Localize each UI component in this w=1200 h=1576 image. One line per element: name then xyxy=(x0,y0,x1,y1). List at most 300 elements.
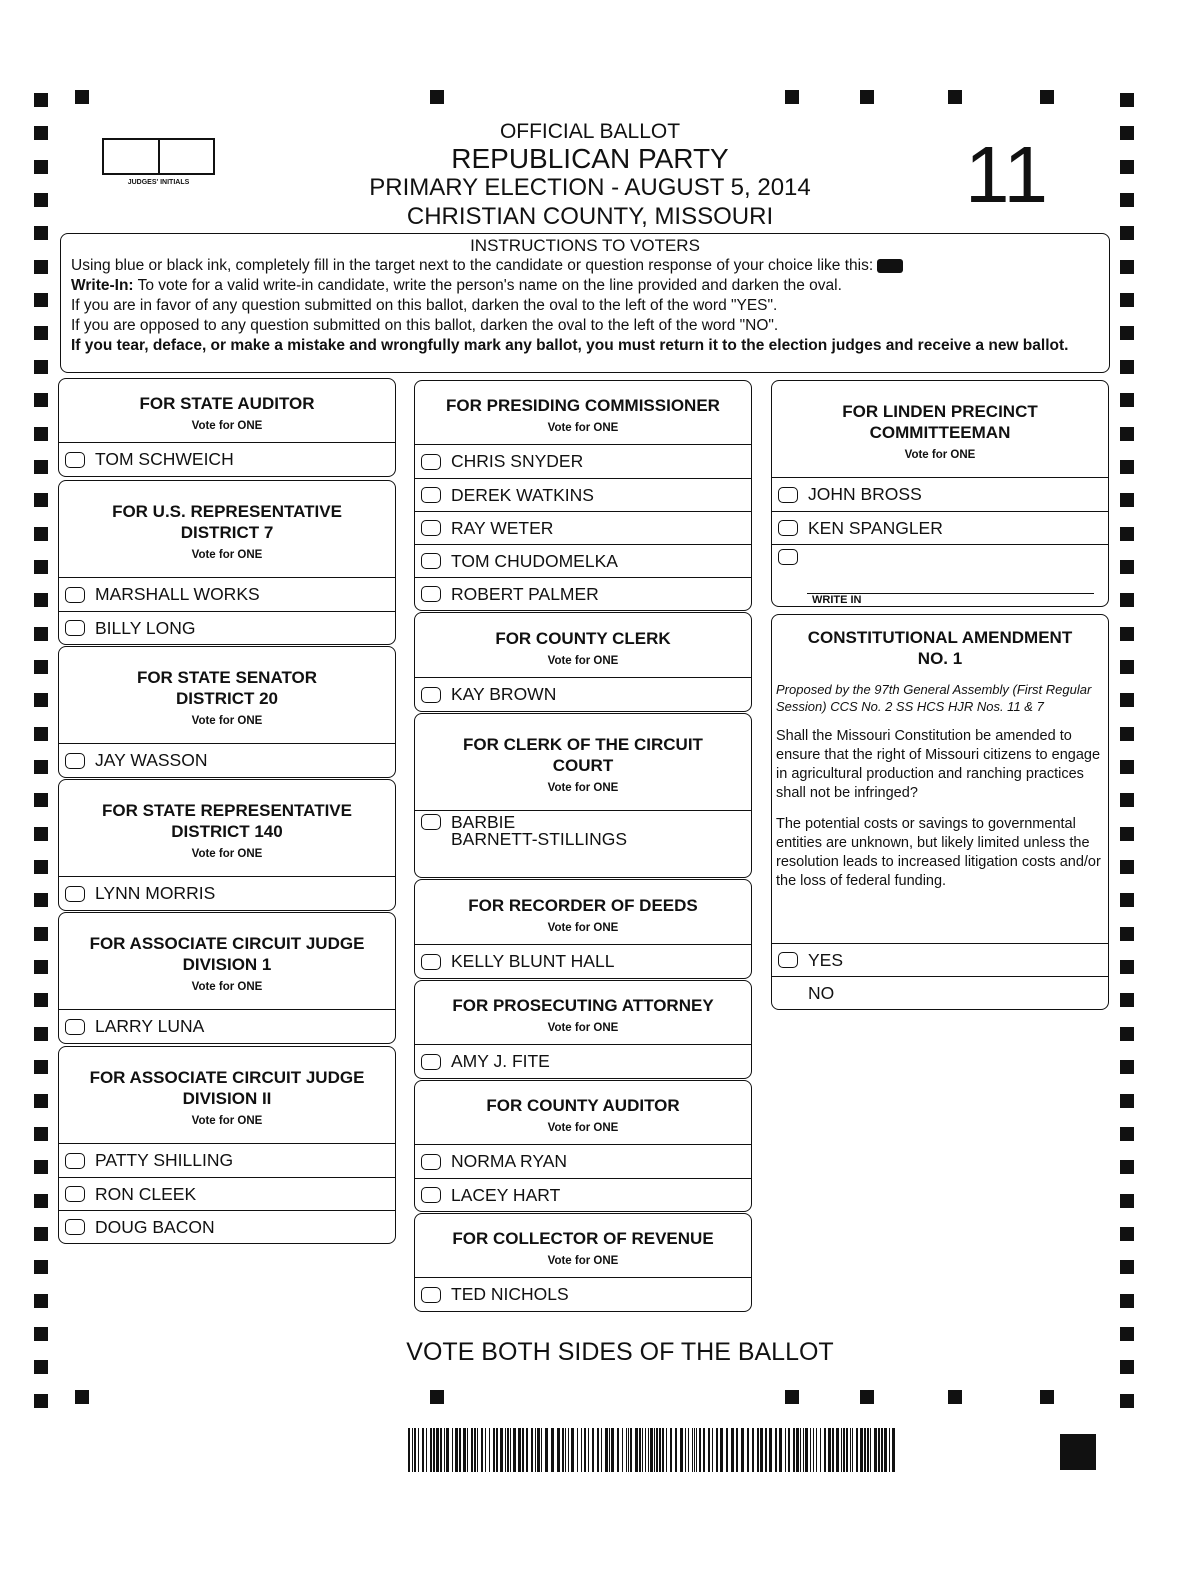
timing-mark xyxy=(1120,460,1134,474)
candidate-row[interactable] xyxy=(415,445,751,478)
candidate-row[interactable] xyxy=(415,478,751,511)
candidate-row[interactable] xyxy=(415,1045,751,1078)
candidate-name: LARRY LUNA xyxy=(95,1016,205,1036)
candidate-row[interactable] xyxy=(59,877,395,910)
response-no[interactable]: NO xyxy=(772,976,1108,1009)
timing-mark xyxy=(34,593,48,607)
barcode-bar xyxy=(568,1428,569,1472)
vote-oval-icon[interactable] xyxy=(65,620,85,636)
barcode-bar xyxy=(675,1428,677,1472)
timing-mark xyxy=(34,493,48,507)
vote-for-instruction: Vote for ONE xyxy=(547,921,619,934)
timing-mark xyxy=(1120,126,1134,140)
timing-mark xyxy=(34,960,48,974)
barcode-bar xyxy=(760,1428,763,1472)
timing-mark xyxy=(1120,160,1134,174)
vote-oval-icon[interactable] xyxy=(421,1154,441,1170)
barcode-bar xyxy=(752,1428,754,1472)
instructions-line: Using blue or black ink, completely fill in the target next to the candidate or question response of your choice like this: xyxy=(71,256,1099,276)
candidate-name: LACEY HART xyxy=(451,1184,561,1205)
barcode-bar xyxy=(609,1428,610,1472)
timing-mark xyxy=(1040,90,1054,104)
barcode-bar xyxy=(584,1428,586,1472)
timing-mark xyxy=(1120,593,1134,607)
barcode-bar xyxy=(601,1428,602,1472)
timing-mark xyxy=(34,1160,48,1174)
vote-for-instruction: Vote for ONE xyxy=(547,1255,619,1267)
response-yes[interactable]: YES xyxy=(772,943,1108,976)
barcode-bar xyxy=(463,1428,466,1472)
vote-oval-icon[interactable] xyxy=(65,1186,85,1202)
barcode-bar xyxy=(581,1428,582,1472)
vote-oval-icon[interactable] xyxy=(421,520,441,536)
timing-mark xyxy=(34,160,48,174)
timing-mark xyxy=(1120,1127,1134,1141)
timing-mark xyxy=(1120,1060,1134,1074)
candidate-name: DOUG BACON xyxy=(95,1216,215,1237)
barcode-bar xyxy=(510,1428,511,1472)
vote-oval-icon[interactable] xyxy=(65,1019,85,1035)
barcode-bar xyxy=(680,1428,683,1472)
barcode-bar xyxy=(477,1428,478,1472)
candidate-row[interactable] xyxy=(59,578,395,611)
timing-mark xyxy=(34,1094,48,1108)
candidate-row[interactable] xyxy=(415,1278,751,1311)
barcode-bar xyxy=(605,1428,608,1472)
timing-mark xyxy=(34,193,48,207)
vote-oval-icon[interactable] xyxy=(421,1187,441,1203)
candidate-name: RON CLEEK xyxy=(95,1183,197,1204)
barcode-bar xyxy=(635,1428,638,1472)
candidate-row[interactable] xyxy=(59,443,395,476)
timing-mark xyxy=(34,893,48,907)
timing-mark xyxy=(785,90,799,104)
timing-mark xyxy=(1120,1394,1134,1408)
race-county-clerk xyxy=(414,612,752,712)
barcode-bar xyxy=(712,1428,713,1472)
vote-oval-icon[interactable] xyxy=(421,1287,441,1303)
candidate-row[interactable] xyxy=(415,577,751,610)
instructions-line: If you are in favor of any question submitted on this ballot, darken the oval to the left of the word "YES". xyxy=(71,297,778,314)
barcode-bar xyxy=(471,1428,473,1472)
timing-mark xyxy=(1120,1327,1134,1341)
candidate-row[interactable] xyxy=(59,611,395,644)
barcode-bar xyxy=(617,1428,619,1472)
barcode-bar xyxy=(592,1428,594,1472)
timing-mark xyxy=(1120,760,1134,774)
vote-for-instruction: Vote for ONE xyxy=(547,654,619,667)
vote-oval-icon[interactable] xyxy=(421,586,441,602)
vote-oval-icon[interactable] xyxy=(421,487,441,503)
vote-for-instruction: Vote for ONE xyxy=(547,782,619,794)
timing-mark xyxy=(1120,527,1134,541)
timing-mark xyxy=(34,627,48,641)
candidate-row[interactable] xyxy=(59,1144,395,1177)
timing-mark xyxy=(34,1027,48,1041)
timing-mark xyxy=(1120,727,1134,741)
barcode-bar xyxy=(474,1428,476,1472)
barcode-bar xyxy=(630,1428,632,1472)
race-presiding-commissioner xyxy=(414,380,752,611)
timing-mark xyxy=(1120,993,1134,1007)
candidate-name: DEREK WATKINS xyxy=(451,484,594,505)
vote-oval-icon[interactable] xyxy=(65,452,85,468)
judges-initials-box xyxy=(102,138,215,175)
barcode-bar xyxy=(892,1428,895,1472)
barcode-bar xyxy=(870,1428,871,1472)
barcode-bar xyxy=(846,1428,848,1472)
barcode-bar xyxy=(489,1428,490,1472)
candidate-row[interactable] xyxy=(415,811,751,877)
race-county-auditor xyxy=(414,1080,752,1212)
timing-mark xyxy=(1120,693,1134,707)
candidate-name: KAY BROWN xyxy=(451,684,557,704)
candidate-name: NORMA RYAN xyxy=(451,1151,568,1171)
barcode-bar xyxy=(648,1428,649,1472)
timing-mark xyxy=(34,1194,48,1208)
party-heading: REPUBLICAN PARTY xyxy=(451,143,729,174)
race-title: FOR STATE REPRESENTATIVE DISTRICT 140 xyxy=(102,801,352,841)
timing-mark xyxy=(34,427,48,441)
barcode-bar xyxy=(639,1428,641,1472)
barcode-bar xyxy=(557,1428,560,1472)
candidate-row[interactable] xyxy=(415,1145,751,1178)
barcode-bar xyxy=(562,1428,564,1472)
timing-mark xyxy=(34,360,48,374)
timing-mark xyxy=(1120,1227,1134,1241)
barcode-bar xyxy=(832,1428,834,1472)
timing-mark xyxy=(860,90,874,104)
barcode-bar xyxy=(685,1428,686,1472)
timing-mark xyxy=(1120,627,1134,641)
candidate-name: TED NICHOLS xyxy=(451,1284,569,1304)
race-title: FOR LINDEN PRECINCT COMMITTEEMAN xyxy=(842,402,1038,442)
race-title: FOR CLERK OF THE CIRCUIT COURT xyxy=(463,735,703,775)
barcode-bar xyxy=(418,1428,419,1472)
timing-mark xyxy=(1120,560,1134,574)
timing-mark xyxy=(75,90,89,104)
barcode-bar xyxy=(496,1428,498,1472)
barcode-bar xyxy=(444,1428,445,1472)
timing-mark xyxy=(1120,493,1134,507)
barcode-bar xyxy=(452,1428,453,1472)
candidate-name: MARSHALL WORKS xyxy=(95,584,260,604)
barcode-bar xyxy=(531,1428,533,1472)
timing-mark xyxy=(75,1390,89,1404)
barcode-bar xyxy=(645,1428,646,1472)
timing-mark xyxy=(1120,1360,1134,1374)
candidate-row[interactable] xyxy=(59,1210,395,1243)
barcode-bar xyxy=(518,1428,521,1472)
candidate-name: KEN SPANGLER xyxy=(808,517,943,538)
race-title: FOR STATE SENATOR DISTRICT 20 xyxy=(136,668,318,708)
barcode-bar xyxy=(628,1428,629,1472)
vote-oval-icon[interactable] xyxy=(65,587,85,603)
barcode-bar xyxy=(889,1428,890,1472)
race-prosecuting-attorney xyxy=(414,980,752,1079)
timing-mark xyxy=(34,393,48,407)
barcode-bar xyxy=(656,1428,658,1472)
barcode-bar xyxy=(659,1428,661,1472)
barcode-bar xyxy=(426,1428,427,1472)
timing-mark xyxy=(785,1390,799,1404)
candidate-name: AMY J. FITE xyxy=(451,1051,550,1071)
barcode-bar xyxy=(816,1428,817,1472)
timing-mark xyxy=(430,90,444,104)
barcode-bar xyxy=(412,1428,413,1472)
candidate-row[interactable] xyxy=(415,945,751,978)
amendment-question: Shall the Missouri Constitution be amended to ensure that the right of Missouri citizens to engage in agricultural production and ranching practices shall not be infringed? xyxy=(776,728,1101,801)
timing-mark xyxy=(34,1394,48,1408)
barcode-bar xyxy=(874,1428,877,1472)
candidate-row[interactable] xyxy=(415,544,751,577)
barcode-bar xyxy=(881,1428,883,1472)
write-in-row[interactable] xyxy=(772,544,1108,606)
barcode-bar xyxy=(654,1428,655,1472)
timing-mark xyxy=(34,1227,48,1241)
timing-mark xyxy=(1120,393,1134,407)
timing-mark xyxy=(34,793,48,807)
candidate-row[interactable] xyxy=(59,744,395,777)
race-title: FOR COLLECTOR OF REVENUE xyxy=(452,1229,714,1248)
candidate-name: BILLY LONG xyxy=(95,617,196,638)
barcode-bar xyxy=(513,1428,516,1472)
timing-mark xyxy=(1120,1294,1134,1308)
vote-oval-icon[interactable] xyxy=(421,814,441,830)
barcode-bar xyxy=(688,1428,689,1472)
candidate-name: RAY WETER xyxy=(451,517,554,538)
candidate-name: CHRIS SNYDER xyxy=(451,451,584,471)
barcode-bar xyxy=(611,1428,614,1472)
barcode-bar xyxy=(650,1428,653,1472)
barcode-bar xyxy=(747,1428,749,1472)
timing-mark xyxy=(34,760,48,774)
vote-oval-icon[interactable] xyxy=(421,1054,441,1070)
vote-for-instruction: Vote for ONE xyxy=(191,715,263,727)
barcode-bar xyxy=(642,1428,643,1472)
timing-mark xyxy=(34,93,48,107)
vote-for-instruction: Vote for ONE xyxy=(191,420,263,432)
candidate-row[interactable] xyxy=(59,1177,395,1210)
vote-oval-icon[interactable] xyxy=(421,687,441,703)
race-circuit-clerk xyxy=(414,713,752,878)
timing-mark xyxy=(34,1360,48,1374)
barcode-bar xyxy=(408,1428,410,1472)
race-us-representative xyxy=(58,480,396,645)
barcode-bar xyxy=(507,1428,509,1472)
timing-mark xyxy=(34,126,48,140)
vote-oval-icon[interactable] xyxy=(421,454,441,470)
timing-mark xyxy=(1120,1094,1134,1108)
timing-mark xyxy=(34,226,48,240)
barcode-bar xyxy=(493,1428,495,1472)
barcode-bar xyxy=(526,1428,528,1472)
barcode-bar xyxy=(703,1428,705,1472)
response-yes-oval-icon[interactable] xyxy=(778,952,798,968)
barcode-bar xyxy=(565,1428,566,1472)
vote-oval-icon[interactable] xyxy=(65,753,85,769)
candidate-row[interactable] xyxy=(415,511,751,544)
timing-mark xyxy=(34,326,48,340)
barcode-bar xyxy=(803,1428,804,1472)
barcode-bar xyxy=(626,1428,627,1472)
race-collector-of-revenue xyxy=(414,1213,752,1312)
timing-mark xyxy=(34,660,48,674)
timing-mark xyxy=(34,1060,48,1074)
timing-mark xyxy=(34,927,48,941)
barcode-bar xyxy=(535,1428,536,1472)
vote-for-instruction: Vote for ONE xyxy=(191,848,263,860)
barcode-bar xyxy=(545,1428,548,1472)
corner-orientation-block xyxy=(1060,1434,1096,1470)
barcode-bar xyxy=(720,1428,723,1472)
barcode-bar xyxy=(775,1428,777,1472)
barcode-bar xyxy=(467,1428,468,1472)
filled-target-example-icon xyxy=(877,259,903,273)
barcode-bar xyxy=(436,1428,439,1472)
barcode-bar xyxy=(522,1428,524,1472)
race-title: FOR RECORDER OF DEEDS xyxy=(468,895,698,915)
candidate-name: TOM CHUDOMELKA xyxy=(451,550,618,571)
instructions-title: INSTRUCTIONS TO VOTERS xyxy=(470,236,700,255)
timing-mark xyxy=(1120,1027,1134,1041)
timing-mark xyxy=(34,727,48,741)
barcode-bar xyxy=(824,1428,826,1472)
barcode-bar xyxy=(440,1428,442,1472)
barcode-bar xyxy=(757,1428,759,1472)
barcode-bar xyxy=(878,1428,880,1472)
barcode-bar xyxy=(741,1428,744,1472)
timing-mark xyxy=(1120,360,1134,374)
candidate-name: KELLY BLUNT HALL xyxy=(451,951,615,971)
timing-mark xyxy=(430,1390,444,1404)
barcode-bar xyxy=(414,1428,416,1472)
vote-for-instruction: Vote for ONE xyxy=(904,449,976,461)
candidate-name: JAY WASSON xyxy=(95,750,208,770)
barcode-bar xyxy=(860,1428,863,1472)
barcode-bar xyxy=(841,1428,842,1472)
instructions-box xyxy=(60,233,1110,373)
barcode-bar xyxy=(597,1428,599,1472)
vote-for-instruction: Vote for ONE xyxy=(547,422,619,434)
barcode-bar xyxy=(864,1428,866,1472)
amendment-proposed-by: Proposed by the 97th General Assembly (First Regular Session) CCS No. 2 SS HCS HJR Nos. 11 & 7 xyxy=(776,682,1092,714)
judges-initials-label: JUDGES' INITIALS xyxy=(127,179,190,186)
candidate-row[interactable] xyxy=(772,478,1108,511)
barcode-bar xyxy=(852,1428,853,1472)
timing-mark xyxy=(1120,293,1134,307)
timing-mark xyxy=(34,1127,48,1141)
constitutional-amendment-1 xyxy=(771,614,1109,1010)
barcode-bar xyxy=(500,1428,503,1472)
candidate-row[interactable] xyxy=(415,1178,751,1211)
candidate-row[interactable] xyxy=(772,511,1108,544)
candidate-row[interactable] xyxy=(415,678,751,711)
candidate-name: ROBERT PALMER xyxy=(451,583,599,604)
barcode-bar xyxy=(726,1428,728,1472)
race-title: FOR COUNTY AUDITOR xyxy=(486,1096,680,1115)
vote-oval-icon[interactable] xyxy=(778,520,798,536)
candidate-name: JOHN BROSS xyxy=(808,484,922,504)
vote-oval-icon[interactable] xyxy=(65,1219,85,1235)
barcode-bar xyxy=(692,1428,693,1472)
write-in-oval-icon[interactable] xyxy=(778,549,798,565)
timing-mark xyxy=(1120,1160,1134,1174)
candidate-row[interactable] xyxy=(59,1010,395,1043)
race-recorder-of-deeds xyxy=(414,879,752,979)
vote-for-instruction: Vote for ONE xyxy=(191,981,263,993)
barcode-bar xyxy=(793,1428,795,1472)
county-heading: CHRISTIAN COUNTY, MISSOURI xyxy=(406,203,774,230)
timing-mark xyxy=(860,1390,874,1404)
barcode-bar xyxy=(843,1428,845,1472)
timing-mark xyxy=(34,993,48,1007)
barcode-bar xyxy=(788,1428,790,1472)
race-title: FOR PRESIDING COMMISSIONER xyxy=(446,396,720,415)
barcode-bar xyxy=(588,1428,589,1472)
barcode-bar xyxy=(716,1428,718,1472)
amendment-title: CONSTITUTIONAL AMENDMENT NO. 1 xyxy=(807,628,1073,668)
timing-mark xyxy=(1040,1390,1054,1404)
instructions-line: If you are opposed to any question submitted on this ballot, darken the oval to the left of the word "NO". xyxy=(71,317,779,334)
barcode-bar xyxy=(551,1428,554,1472)
timing-mark xyxy=(1120,893,1134,907)
barcode-bar xyxy=(884,1428,887,1472)
candidate-name: TOM SCHWEICH xyxy=(95,449,234,469)
timing-mark xyxy=(1120,193,1134,207)
race-linden-committeeman xyxy=(771,380,1109,607)
timing-mark xyxy=(1120,960,1134,974)
vote-for-instruction: Vote for ONE xyxy=(547,1122,619,1134)
timing-mark xyxy=(34,1294,48,1308)
barcode-bar xyxy=(779,1428,782,1472)
barcode-bar xyxy=(867,1428,869,1472)
barcode-bar xyxy=(485,1428,486,1472)
timing-mark xyxy=(1120,1194,1134,1208)
barcode-bar xyxy=(850,1428,851,1472)
barcode-bar xyxy=(813,1428,814,1472)
barcode-bar xyxy=(810,1428,811,1472)
barcode-bar xyxy=(622,1428,623,1472)
timing-mark xyxy=(1120,793,1134,807)
barcode-bar xyxy=(505,1428,506,1472)
barcode-bar xyxy=(433,1428,435,1472)
barcode-bar xyxy=(666,1428,667,1472)
timing-mark xyxy=(34,460,48,474)
election-heading: PRIMARY ELECTION - AUGUST 5, 2014 xyxy=(369,174,811,201)
vote-oval-icon[interactable] xyxy=(778,487,798,503)
vote-oval-icon[interactable] xyxy=(421,954,441,970)
barcode-bar xyxy=(836,1428,839,1472)
barcode-bar xyxy=(422,1428,424,1472)
vote-oval-icon[interactable] xyxy=(421,553,441,569)
barcode-bar xyxy=(541,1428,542,1472)
candidate-name: BARBIE BARNETT-STILLINGS xyxy=(451,812,628,849)
barcode-bar xyxy=(459,1428,461,1472)
barcode xyxy=(408,1428,900,1472)
vote-oval-icon[interactable] xyxy=(65,1153,85,1169)
timing-mark xyxy=(948,1390,962,1404)
vote-both-sides-notice: VOTE BOTH SIDES OF THE BALLOT xyxy=(406,1338,834,1366)
vote-oval-icon[interactable] xyxy=(65,886,85,902)
race-associate-judge-div-2 xyxy=(58,1046,396,1244)
timing-mark xyxy=(34,693,48,707)
timing-mark xyxy=(1120,927,1134,941)
race-title: FOR ASSOCIATE CIRCUIT JUDGE DIVISION 1 xyxy=(89,934,365,974)
barcode-bar xyxy=(856,1428,858,1472)
timing-mark xyxy=(34,560,48,574)
timing-mark xyxy=(1120,660,1134,674)
